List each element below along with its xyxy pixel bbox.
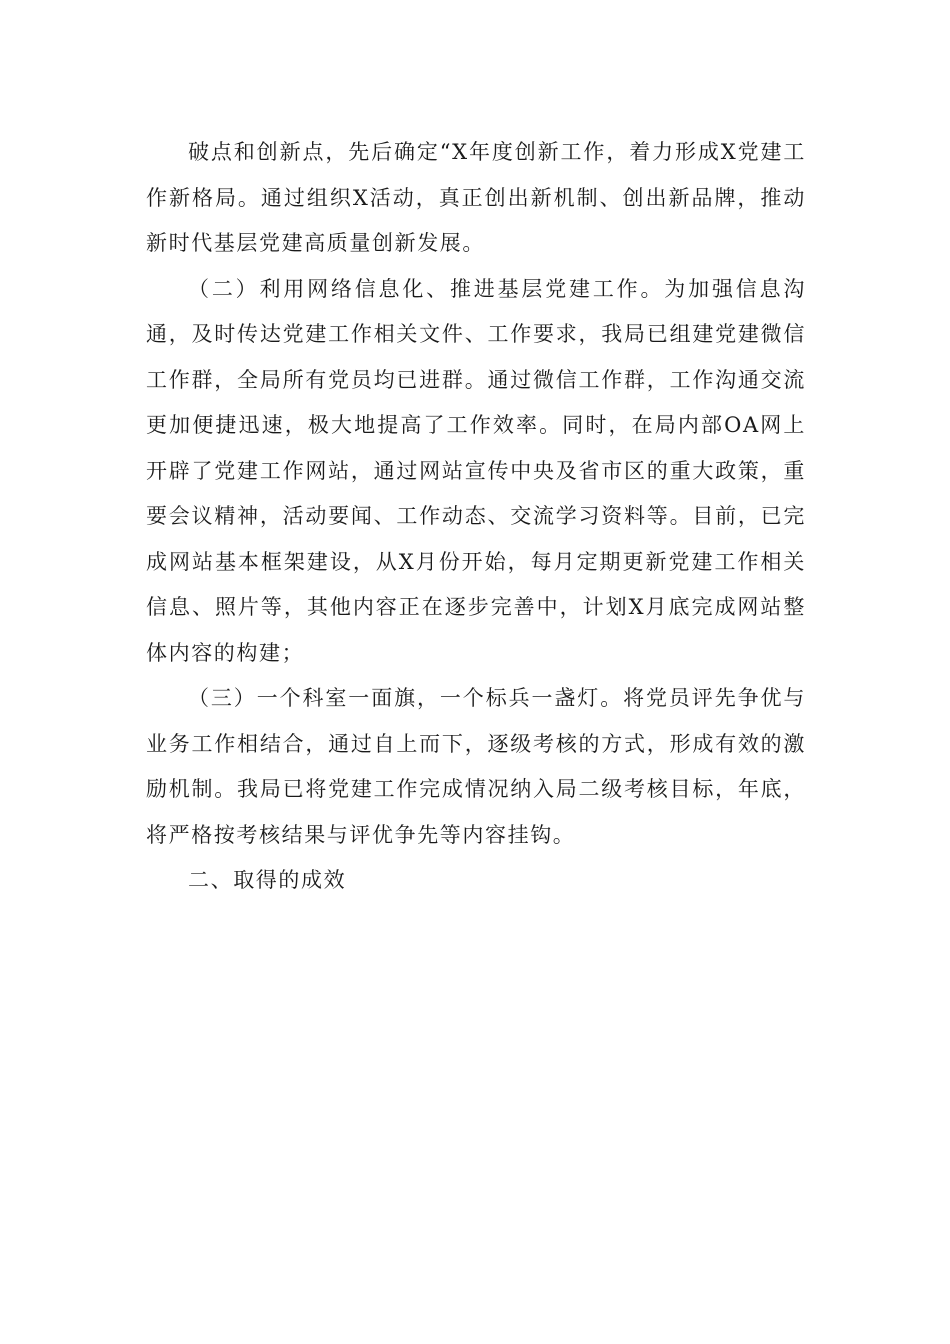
section-heading-achievements: 二、取得的成效 <box>188 868 347 892</box>
paragraph-network-informatization: （二）利用网络信息化、推进基层党建工作。为加强信息沟通，及时传达党建工作相关文件、工作要求，我局已组建党建微信工作群，全局所有党员均已进群。通过微信工作群，工作沟通交流更加便捷迅速，极大地提高了工作效率。同时，在局内部OA网上开辟了党建工作网站，通过网站宣传中央及省市区的重大政策，重要会议精神，活动要闻、工作动态、交流学习资料等。目前，已完成网站基本框架建设，从X月份开始，每月定期更新党建工作相关信息、照片等，其他内容正在逐步完善中，计划X月底完成网站整体内容的构建； <box>146 276 806 665</box>
document-body <box>146 130 806 904</box>
paragraph-flag-and-lamp: （三）一个科室一面旗，一个标兵一盏灯。将党员评先争优与业务工作相结合，通过自上而下，逐级考核的方式，形成有效的激励机制。我局已将党建工作完成情况纳入局二级考核目标，年底，将严格按考核结果与评优争先等内容挂钩。 <box>146 686 806 847</box>
paragraph-innovation-continuation: 破点和创新点，先后确定“X年度创新工作，着力形成X党建工作新格局。通过组织X活动，真正创出新机制、创出新品牌，推动新时代基层党建高质量创新发展。 <box>146 140 806 255</box>
